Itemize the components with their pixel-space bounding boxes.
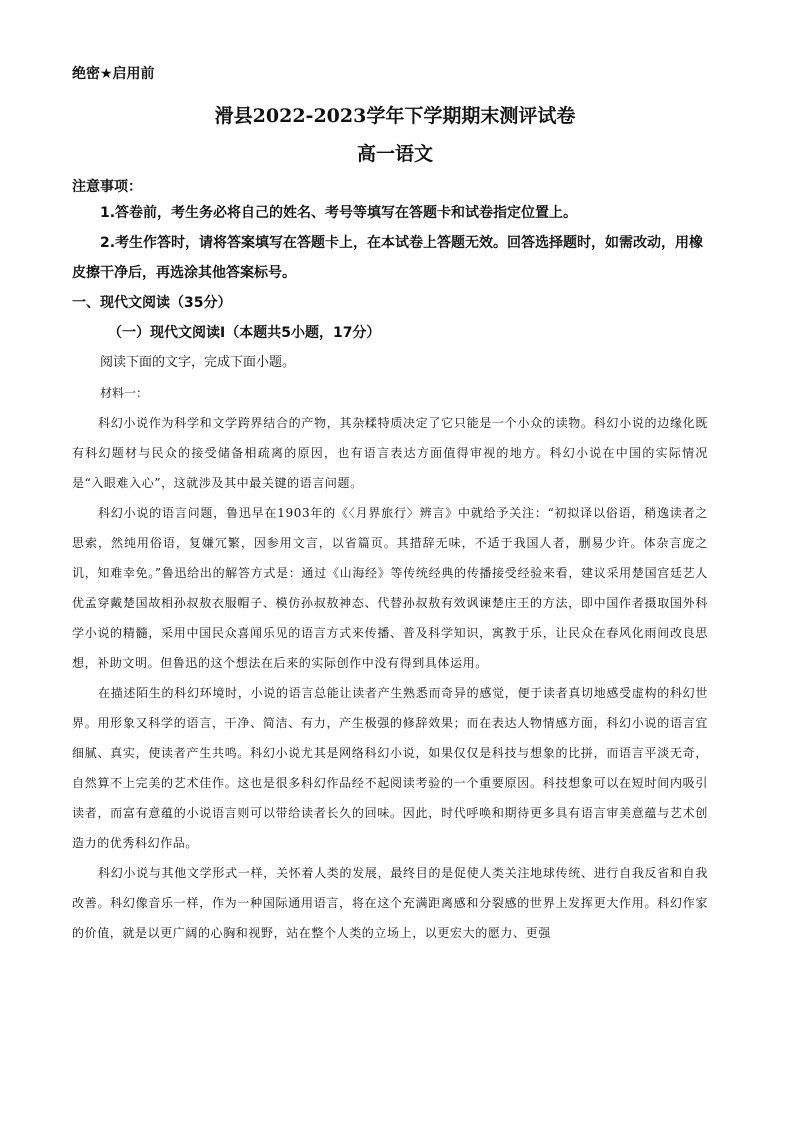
exam-subtitle: 高一语文: [356, 143, 433, 165]
paragraph-1: 科幻小说作为科学和文学跨界结合的产物，其杂糅特质决定了它只能是一个小众的读物。科幻小说的边缘化既有科幻题材与民众的接受储备相疏离的原因，也有语言表达方面值得审视的地方。科幻小说在中国的实际情况是“入眼难入心”，这就涉及其中最关键的语言问题。: [72, 416, 708, 490]
paragraph-3: 在描述陌生的科幻环境时，小说的语言总能让读者产生熟悉而奇异的感觉，便于读者真切地感受虚构的科幻世界。用形象又科学的语言，干净、简洁、有力，产生极强的修辞效果；而在表达人物情感方面，科幻小说的语言宜细腻、真实，使读者产生共鸣。科幻小说尤其是网络科幻小说，如果仅仅是科技与想象的比拼，而语言平淡无奇，自然算不上完美的艺术佳作。这也是很多科幻作品经不起阅读考验的一个重要原因。科技想象可以在短时间内吸引读者，而富有意蕴的小说语言则可以带给读者长久的回味。因此，时代呼唤和期待更多具有语言审美意蕴与艺术创造力的优秀科幻作品。: [72, 686, 708, 850]
notice-item-2: 2.考生作答时，请将答案填写在答题卡上，在本试卷上答题无效。回答选择题时，如需改动，用橡皮擦干净后，再选涂其他答案标号。: [72, 235, 704, 281]
paragraph-2: 科幻小说的语言问题，鲁迅早在1903年的《〈月界旅行〉辨言》中就给予关注：“初拟译以俗语，稍逸读者之思索，然纯用俗语，复嫌冗繁，因参用文言，以省篇页。其措辞无味，不适于我国人者，删易少许。体杂言庞之讥，知难幸免。”鲁迅给出的解答方式是：通过《山海经》等传统经典的传播接受经验来看，建议采用楚国宫廷艺人优孟穿戴楚国故相孙叔敖衣服帽子、模仿孙叔敖神态、代替孙叔敖有效讽谏楚庄王的方法，即中国作者摄取国外科学小说的精髓，采用中国民众喜闻乐见的语言方式来传播、普及科学知识，寓教于乐，让民众在春风化雨间改良思想，补助文明。但鲁迅的这个想法在后来的实际创作中没有得到具体运用。: [72, 506, 708, 670]
notice-item-1: 1.答卷前，考生务必将自己的姓名、考号等填写在答题卡和试卷指定位置上。: [100, 205, 578, 221]
material-label: 材料一：: [100, 386, 149, 400]
exam-title: 滑县2022-2023学年下学期期末测评试卷: [214, 105, 576, 127]
secret-label: 绝密★启用前: [72, 66, 155, 82]
section-heading: 一、现代文阅读（35分）: [72, 295, 232, 311]
notice-heading: 注意事项：: [72, 179, 142, 195]
paragraph-4: 科幻小说与其他文学形式一样，关怀着人类的发展，最终目的是促使人类关注地球传统、进行自我反省和自我改善。科幻像音乐一样，作为一种国际通用语言，将在这个充满距离感和分裂感的世界上发挥更大作用。科幻作家的价值，就是以更广阔的心胸和视野，站在整个人类的立场上，以更宏大的愿力、更强: [72, 866, 708, 940]
sub-section-heading: （一）现代文阅读Ⅰ（本题共5小题，17分）: [108, 325, 381, 341]
reading-instruction: 阅读下面的文字，完成下面小题。: [100, 355, 296, 370]
